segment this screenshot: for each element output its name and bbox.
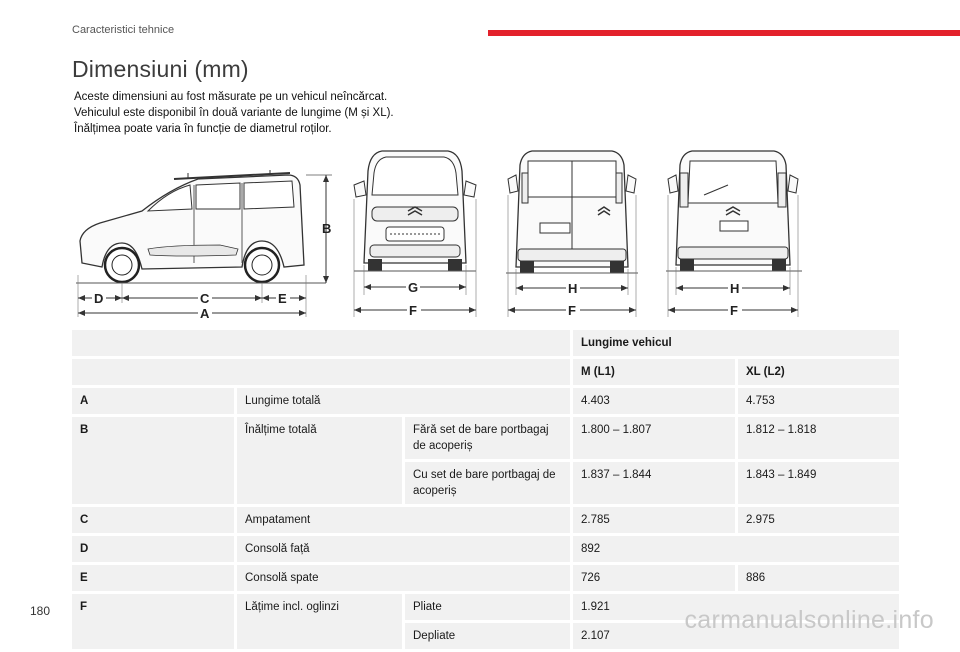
- value-xl: 1.812 – 1.818: [738, 417, 902, 462]
- dim-label-a: A: [200, 306, 210, 321]
- table-row: [72, 417, 902, 462]
- table-row: [72, 359, 902, 388]
- table-row: [72, 536, 902, 565]
- row-label: Lungime totală: [237, 388, 573, 417]
- dim-label-f: F: [730, 303, 738, 318]
- value-xl: 4.753: [738, 388, 902, 417]
- row-sublabel: Depliate: [405, 623, 573, 652]
- row-label: Consolă față: [237, 536, 573, 565]
- intro-line: Înălțimea poate varia în funcție de diametrul roților.: [74, 123, 332, 135]
- row-key: E: [72, 565, 237, 594]
- row-key: C: [72, 507, 237, 536]
- row-sublabel: Fără set de bare portbagaj de acoperiș: [405, 417, 573, 462]
- row-sublabel: Pliate: [405, 594, 573, 623]
- row-label: Ampatament: [237, 507, 573, 536]
- dim-label-d: D: [94, 291, 104, 306]
- value-shared: 2.107: [573, 623, 902, 652]
- dim-label-c: C: [200, 291, 210, 306]
- dim-label-e: E: [278, 291, 287, 306]
- col-header-m: M (L1): [573, 359, 738, 388]
- row-sublabel: Cu set de bare portbagaj de acoperiș: [405, 462, 573, 507]
- page-number: 180: [30, 604, 51, 618]
- value-shared: 892: [573, 536, 902, 565]
- front-view-diagram: [350, 145, 480, 325]
- watermark: carmanualsonline.info: [684, 606, 934, 634]
- col-header-xl: XL (L2): [738, 359, 902, 388]
- row-label: Consolă spate: [237, 565, 573, 594]
- row-key: A: [72, 388, 237, 417]
- table-row: [72, 507, 902, 536]
- dim-label-f: F: [409, 303, 417, 318]
- value-xl: 2.975: [738, 507, 902, 536]
- value-m: 1.837 – 1.844: [573, 462, 738, 507]
- value-m: 726: [573, 565, 738, 594]
- section-label: Caracteristici tehnice: [72, 24, 175, 36]
- rear-tailgate-view-diagram: [664, 145, 804, 325]
- rear-doors-view-diagram: [504, 145, 640, 325]
- row-label: Lățime incl. oglinzi: [237, 594, 405, 652]
- dimensions-table: [72, 330, 902, 652]
- dim-label-f: F: [568, 303, 576, 318]
- value-m: 2.785: [573, 507, 738, 536]
- dim-label-h: H: [730, 281, 740, 296]
- dim-label-h: H: [568, 281, 578, 296]
- intro-text: [74, 89, 394, 137]
- row-key: F: [72, 594, 237, 652]
- table-row: [72, 388, 902, 417]
- row-key: B: [72, 417, 237, 507]
- value-m: 1.800 – 1.807: [573, 417, 738, 462]
- value-shared: 1.921: [573, 594, 902, 623]
- side-view-diagram: [70, 145, 340, 325]
- table-row: [72, 330, 902, 359]
- intro-line: Aceste dimensiuni au fost măsurate pe un vehicul neîncărcat.: [74, 91, 388, 103]
- header-accent-bar: [488, 30, 960, 36]
- page-title: Dimensiuni (mm): [72, 56, 249, 82]
- intro-line: Vehiculul este disponibil în două variante de lungime (M și XL).: [74, 107, 394, 119]
- dim-label-b: B: [322, 221, 332, 236]
- group-header: Lungime vehicul: [573, 330, 902, 359]
- dim-label-g: G: [408, 280, 419, 295]
- table-row: [72, 565, 902, 594]
- row-key: D: [72, 536, 237, 565]
- row-label: Înălțime totală: [237, 417, 405, 507]
- value-xl: 886: [738, 565, 902, 594]
- value-m: 4.403: [573, 388, 738, 417]
- value-xl: 1.843 – 1.849: [738, 462, 902, 507]
